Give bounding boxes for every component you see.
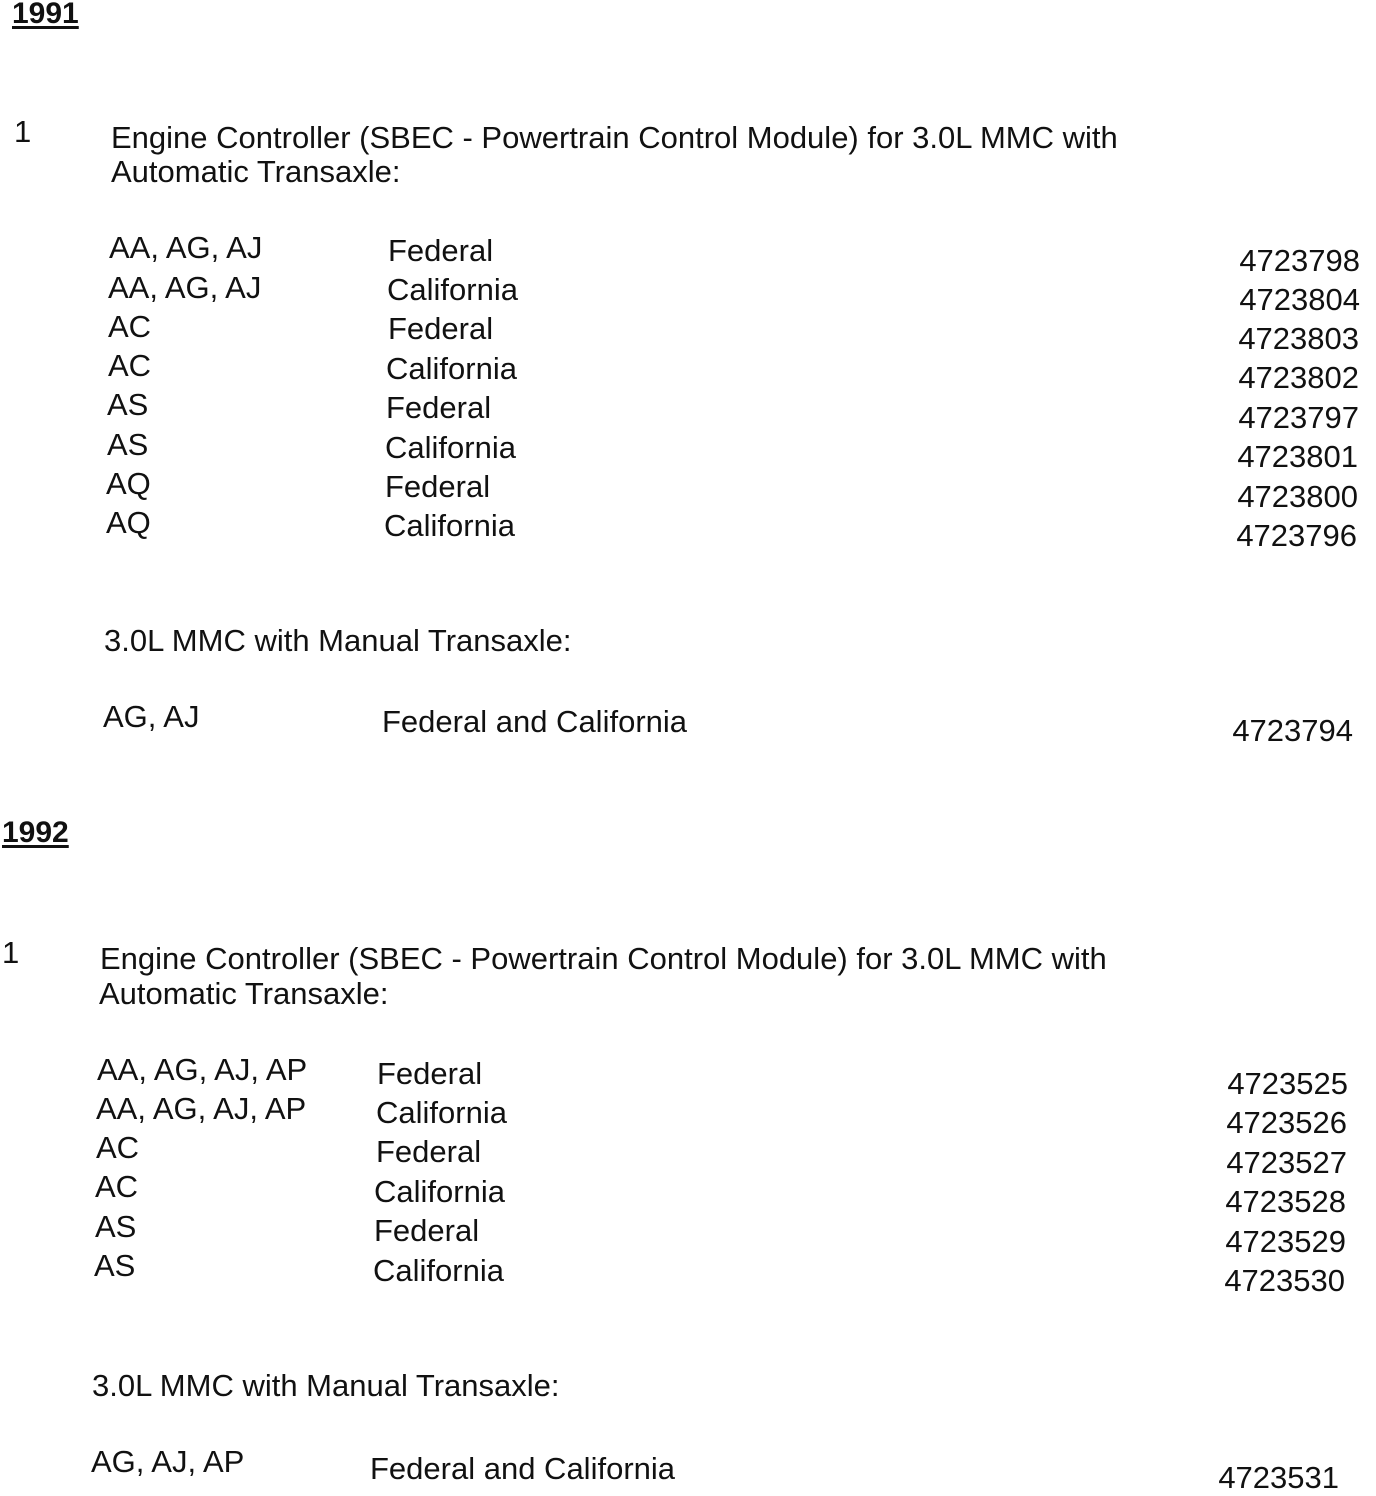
manual-row-codes: AG, AJ: [103, 699, 200, 734]
table-row-part: 4723797: [1238, 400, 1359, 435]
table-row-part: 4723800: [1237, 479, 1358, 514]
table-row-codes: AA, AG, AJ: [109, 230, 263, 265]
table-row-codes: AC: [95, 1169, 139, 1204]
item-number: 1: [2, 935, 20, 970]
manual-row-part: 4723794: [1232, 713, 1353, 748]
table-row-part: 4723798: [1239, 243, 1360, 278]
table-row-part: 4723526: [1226, 1105, 1347, 1140]
table-row-codes: AS: [95, 1209, 137, 1244]
item-description-cont: Automatic Transaxle:: [99, 976, 389, 1011]
item-description-cont: Automatic Transaxle:: [111, 154, 401, 189]
year-heading-1991: 1991: [12, 0, 79, 30]
table-row-region: Federal: [374, 1213, 480, 1248]
table-row-codes: AQ: [106, 505, 151, 540]
table-row-part: 4723802: [1238, 360, 1359, 395]
table-row-region: California: [387, 272, 518, 307]
table-row-region: California: [376, 1095, 507, 1130]
table-row-region: Federal: [388, 311, 494, 346]
table-row-region: Federal: [388, 233, 494, 268]
table-row-region: Federal: [376, 1134, 482, 1169]
manual-heading: 3.0L MMC with Manual Transaxle:: [92, 1368, 560, 1403]
manual-row-region: Federal and California: [382, 704, 688, 739]
table-row-region: California: [373, 1253, 504, 1288]
item-description: Engine Controller (SBEC - Powertrain Control Module) for 3.0L MMC with: [100, 941, 1107, 976]
item-number: 1: [14, 114, 32, 149]
table-row-region: California: [374, 1174, 505, 1209]
table-row-region: California: [385, 430, 516, 465]
table-row-codes: AA, AG, AJ, AP: [96, 1091, 307, 1126]
table-row-region: California: [384, 508, 515, 543]
table-row-codes: AC: [96, 1130, 140, 1165]
table-row-part: 4723528: [1225, 1184, 1346, 1219]
table-row-part: 4723804: [1239, 282, 1360, 317]
table-row-region: Federal: [386, 390, 492, 425]
table-row-codes: AS: [94, 1248, 136, 1283]
table-row-part: 4723803: [1238, 321, 1359, 356]
table-row-codes: AQ: [106, 466, 151, 501]
table-row-codes: AA, AG, AJ: [108, 270, 262, 305]
manual-heading: 3.0L MMC with Manual Transaxle:: [104, 623, 572, 658]
table-row-part: 4723525: [1227, 1066, 1348, 1101]
table-row-codes: AA, AG, AJ, AP: [97, 1052, 308, 1087]
table-row-part: 4723796: [1236, 518, 1357, 553]
table-row-region: Federal: [377, 1056, 483, 1091]
manual-row-codes: AG, AJ, AP: [91, 1444, 245, 1479]
table-row-codes: AC: [108, 309, 152, 344]
table-row-region: California: [386, 351, 517, 386]
table-row-codes: AC: [108, 348, 152, 383]
manual-row-region: Federal and California: [370, 1451, 676, 1486]
item-description: Engine Controller (SBEC - Powertrain Control Module) for 3.0L MMC with: [111, 120, 1118, 155]
manual-row-part: 4723531: [1218, 1460, 1339, 1495]
table-row-codes: AS: [107, 427, 149, 462]
year-heading-1992: 1992: [2, 816, 69, 849]
table-row-part: 4723801: [1237, 439, 1358, 474]
table-row-region: Federal: [385, 469, 491, 504]
table-row-part: 4723529: [1225, 1224, 1346, 1259]
table-row-part: 4723530: [1224, 1263, 1345, 1298]
table-row-part: 4723527: [1226, 1145, 1347, 1180]
table-row-codes: AS: [107, 387, 149, 422]
